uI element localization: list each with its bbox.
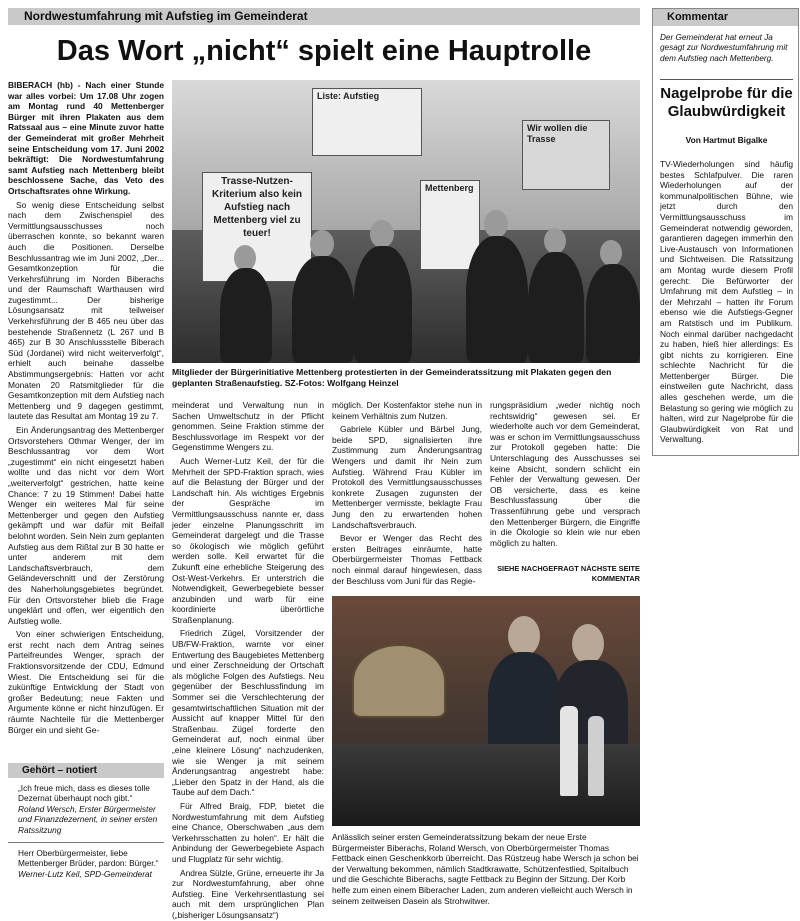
- person: [292, 256, 354, 363]
- body-paragraph: Andrea Sülzle, Grüne, erneuerte ihr Ja zur Nordwestumfahrung, aber ohne Aufstieg. Eine Verkehrsentlastung sei auch mit dem ursprünglichen Plan („bisheriger Lösungsansatz“): [172, 867, 324, 920]
- water-bottle: [588, 716, 604, 796]
- caption-text: Mitglieder der Bürgerinitiative Mettenberg protestierten in der Gemeinderatssitzung mit Plakaten gegen den geplanten Straßenaufstieg.: [172, 367, 612, 388]
- person-head: [508, 616, 540, 656]
- body-paragraph: Friedrich Zügel, Vorsitzender der UB/FW-Fraktion, warnte vor einer Entwertung des Baugebietes Mettenberg und einer Zerschneidung der Ortschaft als mögliche Folgen des Aufstiegs. Neu gegenüber der Beschlussfindung im Sommer sei die Verschlechterung der gesamtwirtschaftlichen Situation mit der Aussicht auf knapper Mittel für den Straßenbau. Zügel forderte den Gemeinderat auf, noch einmal über „eine kleinere Lösung“ nachzudenken, wie sie Wenger ja mit seinem Änderungsantrag angestrebt habe: „Lieber den Spatz in der Hand, als die Taube auf dem Dach.“: [172, 628, 324, 798]
- body-paragraph: So wenig diese Entscheidung selbst nach dem Zwischenspiel des Vermittlungsausschusses noch überraschen konnte, so bekannt waren auch die Positionen. Derselbe Beschlussantrag wie im Juni 2002, „Der... Gesamtkonzeption für die Verkehrsführung im Norden Biberachs und der Raumschaft Warthausen wird zugestimmt... Der bisherige Lösungsansatz mit teilweiser Verkehrsführung der B 465 neu über das bestehende Straßennetz (L 267 und B 465) zur B 30 Anschlussstelle Biberach Süd (Jordanei) wird nicht weiterverfolgt“, erhielt auch beinahe dasselbe Abstimmungsergebnis: Hatten vor acht Monaten 20 Ratsmitglieder für die Gesamtkonzeption mit dem Aufstieg nach Mettenberg und 9 dagegen gestimmt, lautete das Resultat am Montag 19 zu 7.: [8, 199, 164, 422]
- person-head: [484, 210, 508, 238]
- person-head: [572, 624, 604, 664]
- kicker-text: Nordwestumfahrung mit Aufstieg im Gemeinderat: [24, 9, 308, 23]
- body-paragraph: Von einer schwierigen Entscheidung, erst recht nach dem Antrag seines Parteifreundes Wenger, sprach der Fraktionsvorsitzende der CDU, Edmund Wiest. Die Entscheidung sei für die zukünftige Entwicklung der Stadt von großer Bedeutung; neue Fakten und Argumente könne er nicht hinzufügen. Er räumte Nachteile für die Mettenberger Bürger ein und sieht Ge-: [8, 629, 164, 735]
- headline: Das Wort „nicht“ spielt eine Hauptrolle: [56, 35, 592, 67]
- kommentar-intro: Der Gemeinderat hat erneut Ja gesagt zur Nordwestumfahrung mit dem Aufstieg nach Mettenberg.: [660, 33, 788, 63]
- person: [586, 264, 640, 363]
- person-head: [600, 240, 622, 266]
- divider: [8, 842, 164, 843]
- protest-sign: Liste: Aufstieg: [312, 88, 422, 156]
- gehoert-quote-1: [18, 783, 164, 835]
- gehoert-title: Gehört – notiert: [22, 765, 98, 776]
- divider: [660, 79, 793, 80]
- quote-text: „Ich freue mich, dass es dieses tolle Dezernat überhaupt noch gibt.“: [18, 783, 150, 804]
- person-head: [310, 230, 334, 258]
- quote-text: Herr Oberbürgermeister, liebe Mettenberger Brüder, pardon: Bürger.“: [18, 848, 159, 869]
- quote-attribution: Roland Wersch, Erster Bürgermeister und Finanzdezernent, in seiner ersten Ratssitzung: [18, 803, 158, 835]
- protest-sign: Trasse-Nutzen-Kriterium also kein Aufstieg nach Mettenberg viel zu teuer!: [202, 172, 312, 282]
- protest-sign: Mettenberg: [420, 180, 480, 270]
- gehoert-quote-2: [18, 848, 164, 879]
- water-bottle: [560, 706, 578, 796]
- kommentar-text: TV-Wiederholungen sind häufig bestes Schlafpulver. Die raren Wiederholungen auf der kommunalpolitischen Bühne, wie jetzt durch den Vermittlungsausschuss im Gemeinderat notwendig geworden, garantieren dagegen immerhin den Live-Austausch von Informationen und Sichtweisen. Die Ratssitzung am Montag wurde diesem Profil gerecht: Die Befürworter der Umfahrung mit dem Aufstieg – in der Mehrzahl – hatten ihr Forum ebenso wie die Aufstiegs-Gegner am Ratstisch und im Publikum. Noch einmal darüber nachgedacht zu haben, hieß hier allerdings: Es gibt nichts zu korrigieren. Eine schlechte Nachricht für die Mettenberger Bürger. Die einstweilen gute Nachricht, dass alles geschehen werde, um die Belastung so gering wie möglich zu halten, wird zur Nagelprobe für die Glaubwürdigkeit von Rat und Verwaltung.: [660, 159, 793, 445]
- article-column-4: [490, 400, 640, 560]
- kommentar-box: [652, 8, 799, 456]
- kommentar-title: Nagelprobe für die Glaubwürdigkeit: [660, 85, 793, 120]
- article-column-2: [172, 400, 324, 920]
- gift-photo: [332, 596, 640, 826]
- person: [354, 246, 412, 363]
- kommentar-label: Kommentar: [667, 11, 729, 23]
- body-paragraph: rungspräsidium „weder nichtig noch rechtswidrig“ gewesen sei. Er wiederholte auch vor dem Gemeinderat, was er schon im Vermittlungsausschuss zur Protokoll gegeben hatte: Die Unterschlagung des Ausschusses sei keine Absicht, sondern schlicht ein Fehler der Verwaltung gewesen. Der OB versicherte, dass es keine Beschlussfassung über die Trassenführung gebe und versprach den Mettenberger Bürgern, die Eingriffe in die Ökologie so klein wie nur eben möglich zu halten.: [490, 400, 640, 548]
- see-next-page-note: SIEHE NACHGEFRAGT NÄCHSTE SEITE KOMMENTAR: [497, 564, 640, 583]
- gehoert-header: [8, 763, 164, 778]
- body-paragraph: meinderat und Verwaltung nun in Sachen Umweltschutz in der Pflicht genommen. Seine Fraktion stimme der Beschlussvorlage im Respekt vor der Gegenstimme Wengers zu.: [172, 400, 324, 453]
- person-head: [544, 228, 566, 254]
- person-head: [370, 220, 394, 248]
- lead-paragraph: BIBERACH (hb) - Nach einer Stunde war alles vorbei: Um 17.08 Uhr zogen am Montag rund 40 Mettenberger Bürger mit ihren Plakaten aus dem Ratssaal aus – eine Minute zuvor hatte der Gemeinderat mit großer Mehrheit seine Entscheidung vom 17. Juni 2002 bekräftigt: Die Nordwestumfahrung samt Aufstieg nach Mettenberg bleibt beschlossene Sache, das Veto des Ortschaftsrates ohne Wirkung.: [8, 80, 164, 196]
- person: [488, 652, 560, 752]
- photo-caption: [172, 367, 640, 389]
- protest-photo: [172, 80, 640, 363]
- person: [220, 268, 272, 363]
- body-paragraph: Bevor er Wenger das Recht des ersten Beitrages einräumte, hatte Oberbürgermeister Thomas Fettback noch einmal darauf hingewiesen, dass der Beschluss vom Juni für das Regie-: [332, 533, 482, 586]
- article-column-3: [332, 400, 482, 590]
- kicker-bar: [8, 8, 640, 25]
- person: [528, 252, 584, 363]
- body-paragraph: Ein Änderungsantrag des Mettenberger Ortsvorstehers Othmar Wenger, der im Beschlussantrag vor dem Wort „zugestimmt“ ein nicht eingesetzt haben wollte und das nicht vor dem Wort „weiterverfolgt“ gestrichen, hatte keine Chance: 7 zu 19 Stimmen! Dabei hatte Wenger ein weiteres Mal für seine Mettenberger und gegen den Aufstieg gekämpft und war dafür mit Beifall belohnt worden. Sein Nein zum geplanten Aufstieg aus dem Rißtal zur B 30 hatte er unter anderem mit dem Landschaftsverbrauch, dem Geländeverschnitt und der Zerstörung des Naherholungsgebietes begründet. Für den Ortsvorsteher blieb die Frage ungeklärt und offen, wer eigentlich den Aufstieg wolle.: [8, 425, 164, 626]
- gift-basket: [352, 644, 446, 718]
- quote-attribution: Werner-Lutz Keil, SPD-Gemeinderat: [18, 868, 152, 879]
- body-paragraph: Für Alfred Braig, FDP, bietet die Nordwestumfahrung mit dem Aufstieg eine Chance, Oberschwaben „aus dem Verkehrsschatten zu holen“. Er hält die Anbindung der Gewerbegebiete Aspach und Flugplatz für sehr wichtig.: [172, 800, 324, 864]
- photo-caption-2: Anlässlich seiner ersten Gemeinderatssitzung bekam der neue Erste Bürgermeister Biberachs, Roland Wersch, von Oberbürgermeister Thomas Fettback einen Geschenkkorb überreicht. Das Rüstzeug habe Wersch ja schon bei der Verwaltung bekommen, nämlich Stadtkrawatte, Schützenfestlied, Spitalbuch und die Geschichte Biberachs, sagte Fettback zu Beginn der Sitzung. Der Korb helfe zum einen einem Biberacher Laden, zum anderen vielleicht auch Wersch in seinem zeitweisen Dasein als Strohwitwer.: [332, 832, 639, 906]
- kommentar-author: Von Hartmut Bigalke: [685, 135, 768, 145]
- protest-sign: Wir wollen die Trasse: [522, 120, 610, 190]
- body-paragraph: Auch Werner-Lutz Keil, der für die Mehrheit der SPD-Fraktion sprach, wies auf die Belastung der Bürger und der Landschaft hin. Als wichtiges Ergebnis der Gespräche im Vermittlungsausschuss nannte er, dass jeder einzelne Planungsschritt im Gemeinderat dargelegt und die Trasse so ökologisch wie möglich geführt werden solle. Keil erwartet für die Zukunft eine erhebliche Steigerung des Ost-West-Verkehrs. Er unterstrich die Notwendigkeit, Gewerbegebiete besser anzubinden und warb für eine koordinierte überörtliche Straßenplanung.: [172, 455, 324, 625]
- kommentar-header: [653, 9, 798, 26]
- photo-credit: SZ-Fotos: Wolfgang Heinzel: [284, 377, 399, 388]
- body-paragraph: möglich. Der Kostenfaktor stehe nun in keinem Verhältnis zum Nutzen.: [332, 400, 482, 421]
- person: [466, 236, 528, 363]
- article-column-1: [8, 80, 164, 758]
- body-paragraph: Gabriele Kübler und Bärbel Jung, beide SPD, signalisierten ihre Zustimmung zum Änderungsantrag Wengers und damit ihr Nein zum Aufstieg. Während Frau Kübler im Protokoll des Vermittlungsausschusses konkrete Zusagen zugunsten der Mettenberger vermisste, beklagte Frau Jung den zu erwartenden hohen Landschaftsverbrauch.: [332, 424, 482, 530]
